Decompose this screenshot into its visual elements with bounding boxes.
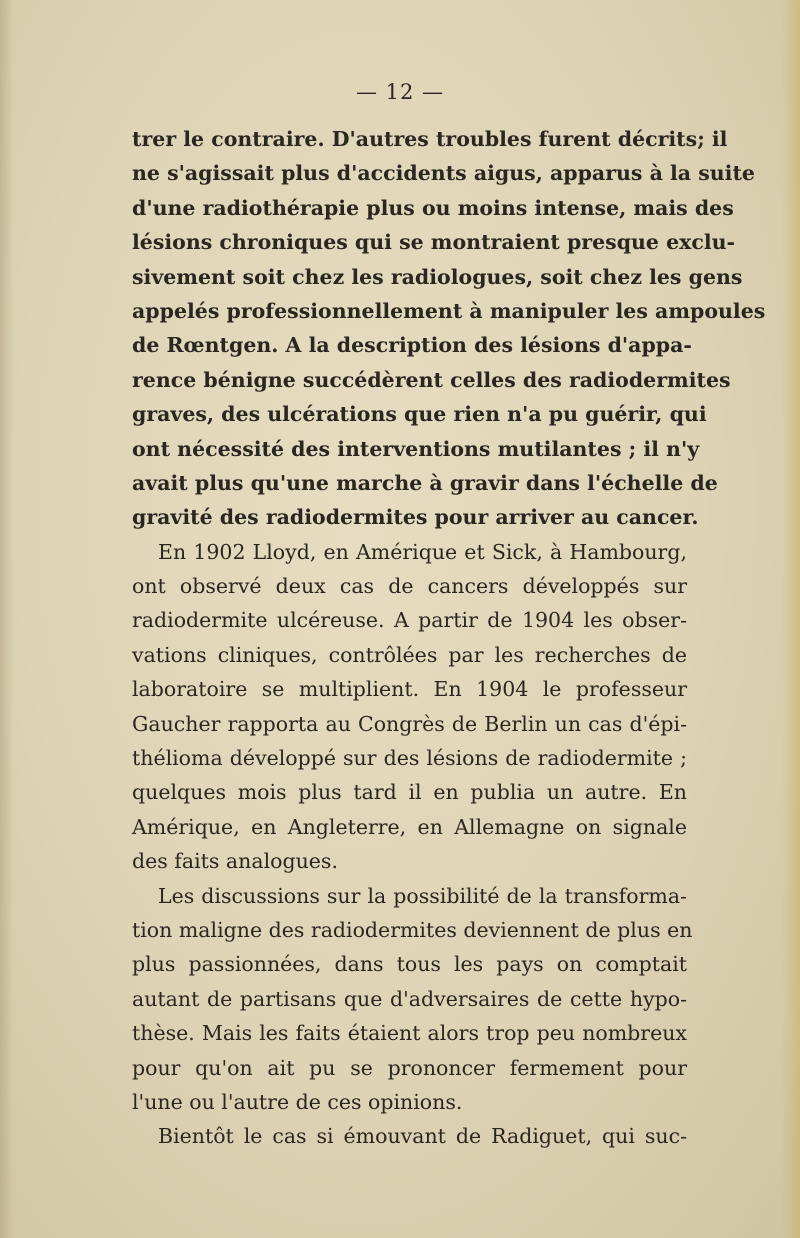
text-line: gravité des radiodermites pour arriver au cancer. [132,505,699,530]
paragraph [132,535,687,879]
paragraph [132,1119,687,1153]
text-line: thélioma développé sur des lésions de radiodermite ; [132,746,687,771]
text-line: lésions chroniques qui se montraient presque exclu- [132,230,736,255]
text-line: trer le contraire. D'autres troubles furent décrits; il [132,127,728,151]
text-line: sivement soit chez les radiologues, soit chez les gens [132,264,743,289]
text-line: En 1902 Lloyd, en Amérique et Sick, à Hambourg, [158,539,687,564]
text-line: Amérique, en Angleterre, en Allemagne on signale [132,814,687,839]
text-line: laboratoire se multiplient. En 1904 le professeur [132,677,687,702]
text-line: Gaucher rapporta au Congrès de Berlin un cas d'épi- [132,711,687,736]
text-line: pour qu'on ait pu se prononcer fermement pour [132,1055,687,1080]
text-line: plus passionnées, dans tous les pays on comptait [132,952,687,977]
page-edge-yellowing [782,0,800,1238]
text-line: radiodermite ulcéreuse. A partir de 1904 les obser- [132,608,687,633]
text-line: thèse. Mais les faits étaient alors trop peu nombreux [132,1021,687,1046]
text-line: de Rœntgen. A la description des lésions d'appa- [132,333,692,358]
text-line: avait plus qu'une marche à gravir dans l'échelle de [132,470,718,495]
text-line: Les discussions sur la possibilité de la transforma- [158,883,687,908]
text-line: ont nécessité des interventions mutilantes ; il n'y [132,436,700,461]
text-line: autant de partisans que d'adversaires de cette hypo- [132,986,687,1011]
page-shadow-left [0,0,14,1238]
text-line: d'une radiothérapie plus ou moins intense, mais des [132,195,734,220]
text-line: ne s'agissait plus d'accidents aigus, apparus à la suite [132,161,755,186]
text-line: appelés professionnellement à manipuler les ampoules [132,298,766,323]
text-line: rence bénigne succédèrent celles des radiodermites [132,367,731,392]
text-line: quelques mois plus tard il en publia un autre. En [132,780,687,805]
text-line: l'une ou l'autre de ces opinions. [132,1089,463,1114]
text-line: Bientôt le cas si émouvant de Radiguet, qui suc- [158,1124,687,1149]
page-number: — 12 — [355,80,445,104]
text-line: vations cliniques, contrôlées par les recherches de [132,642,687,667]
paragraph [132,879,693,1120]
text-line: ont observé deux cas de cancers développés sur [132,574,687,599]
paragraph [132,122,766,535]
text-line: tion maligne des radiodermites deviennent de plus en [132,917,693,942]
body-text [132,122,766,1154]
text-line: des faits analogues. [132,849,338,874]
text-line: graves, des ulcérations que rien n'a pu guérir, qui [132,402,707,427]
